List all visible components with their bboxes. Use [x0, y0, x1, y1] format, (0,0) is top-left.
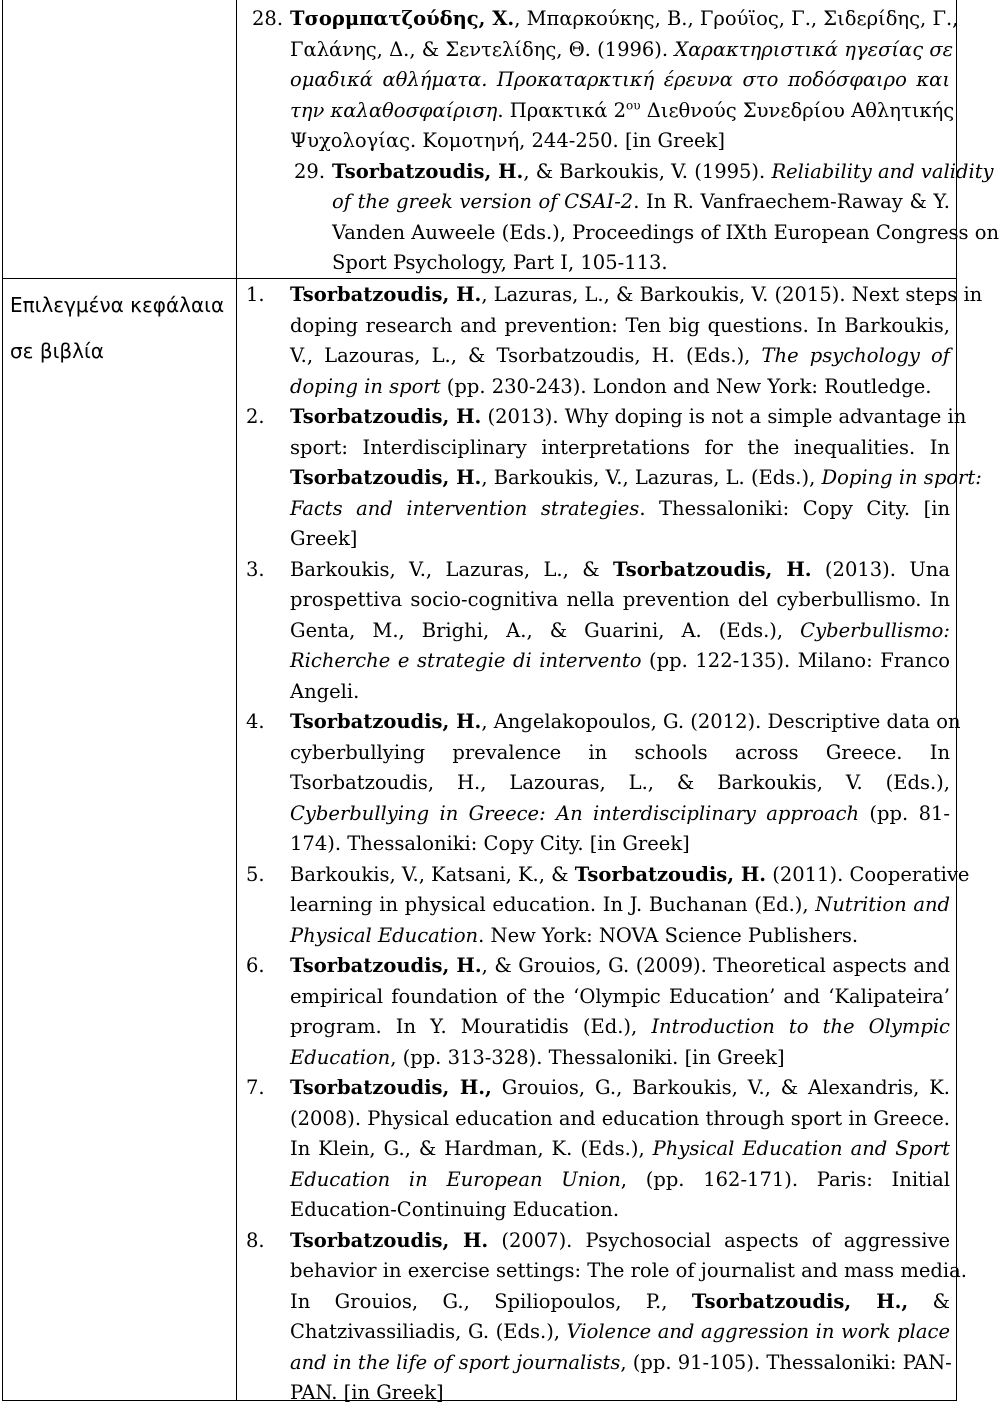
reference-line — [290, 1043, 950, 1074]
reference-segment: ομαδικά αθλήματα. Προκαταρκτική έρευνα στο ποδόσφαιρο και — [290, 68, 950, 91]
reference-number: 3. — [246, 557, 265, 581]
reference-segment: In Grouios, G., Spiliopoulos, P., — [290, 1289, 692, 1313]
reference-segment: prospettiva socio-cognitiva nella prevention del cyberbullismo. In — [290, 588, 950, 611]
reference-segment: Τσορμπατζούδης, Χ. — [290, 7, 515, 30]
reference-segment: Χαρακτηριστικά ηγεσίας σε — [674, 37, 954, 61]
reference-text — [290, 860, 970, 952]
reference-segment: The psychology of — [761, 344, 950, 367]
reference-segment: Facts and intervention strategies — [290, 496, 640, 520]
reference-line — [290, 677, 950, 708]
reference-line — [290, 280, 983, 311]
reference-segment: , Μπαρκούκης, Β., Γρούϊος, Γ., Σιδερίδης, Γ., — [514, 7, 959, 30]
reference-segment: cyberbullying prevalence in schools across Greece. In — [290, 740, 950, 764]
reference-segment: Tsorbatzoudis, H. — [332, 159, 524, 183]
reference-number: 1. — [246, 283, 265, 306]
reference-segment: Angeli. — [290, 679, 360, 703]
reference-segment: In Klein, G., & Hardman, K. (Eds.), — [290, 1137, 653, 1160]
reference-segment: , (pp. 313-328). Thessaloniki. [in Greek] — [390, 1045, 785, 1069]
reference-segment: Introduction to the Olympic — [651, 1015, 950, 1038]
reference-number: 28. — [252, 7, 284, 30]
reference-line — [290, 4, 959, 35]
reference-line — [290, 494, 950, 525]
reference-number: 7. — [246, 1076, 265, 1099]
reference-line — [290, 1195, 950, 1226]
reference-segment: Barkoukis, V., Katsani, K., & — [290, 862, 575, 886]
reference-line — [290, 1287, 950, 1318]
section-label-line: Επιλεγμένα κεφάλαια — [10, 293, 225, 317]
reference-segment: sport: Interdisciplinary interpretations for the inequalities. In — [290, 435, 950, 459]
reference-line — [290, 402, 967, 433]
column-divider — [236, 0, 237, 1401]
reference-line — [290, 1104, 950, 1135]
reference-segment: Chatzivassiliadis, G. (Eds.), — [290, 1320, 567, 1343]
reference-line — [290, 555, 950, 586]
reference-text — [290, 555, 950, 708]
reference-number: 6. — [246, 954, 265, 977]
reference-segment: Tsorbatzoudis, H. — [290, 710, 482, 733]
reference-segment: Tsorbatzoudis, H., — [290, 1076, 492, 1099]
reference-segment: (pp. 81- — [859, 801, 950, 825]
reference-line — [290, 707, 961, 738]
reference-segment: Education in European Union — [290, 1167, 621, 1191]
reference-text — [290, 951, 950, 1073]
reference-line — [290, 372, 950, 403]
reference-line — [290, 829, 950, 860]
reference-text — [290, 707, 961, 860]
reference-line — [290, 1226, 950, 1257]
reference-segment: Physical Education and Sport — [652, 1137, 951, 1160]
reference-segment: Tsorbatzoudis, H. — [574, 862, 767, 886]
reference-line — [290, 1012, 950, 1043]
reference-segment: Tsorbatzoudis, H. — [290, 405, 482, 428]
reference-line — [290, 463, 982, 494]
reference-segment: , Angelakopoulos, G. (2012). Descriptive data on — [481, 710, 961, 733]
reference-text — [290, 1226, 967, 1409]
reference-segment: Education-Continuing Education. — [290, 1198, 620, 1221]
reference-line — [290, 921, 950, 952]
reference-segment: Tsorbatzoudis, H. — [290, 1228, 489, 1252]
reference-text — [290, 4, 959, 157]
reference-line — [290, 799, 950, 830]
reference-segment: Sport Psychology, Part I, 105-113. — [332, 251, 668, 274]
reference-segment: Tsorbatzoudis, H. — [290, 466, 482, 489]
reference-line — [290, 860, 970, 891]
reference-segment: , (pp. 162-171). Paris: Initial — [620, 1167, 950, 1191]
reference-line — [290, 524, 950, 555]
reference-text — [290, 280, 983, 402]
reference-segment: Grouios, G., Barkoukis, V., & Alexandris, K. — [491, 1076, 950, 1099]
reference-line — [290, 1073, 950, 1104]
reference-line — [290, 1378, 950, 1409]
reference-line — [332, 248, 950, 279]
reference-segment: (2013). Why doping is not a simple advantage in — [481, 405, 967, 428]
reference-segment: doping research and prevention: Ten big questions. In Barkoukis, — [290, 313, 950, 337]
reference-line — [332, 187, 950, 218]
reference-segment: Nutrition and — [815, 893, 950, 916]
reference-segment: Ψυχολογίας. Κομοτηνή, 244-250. [in Greek] — [290, 129, 725, 152]
reference-line — [290, 433, 950, 464]
reference-segment: (2008). Physical education and education through sport in Greece. — [290, 1106, 950, 1130]
reference-segment: Cyberbullying in Greece: An interdisciplinary approach — [290, 801, 860, 825]
reference-segment: , & Barkoukis, V. (1995). — [523, 159, 772, 183]
reference-segment: Διεθνούς Συνεδρίου Αθλητικής — [640, 98, 955, 122]
reference-segment: V., Lazouras, L., & Tsorbatzoudis, H. (Eds.), — [290, 344, 762, 367]
reference-segment: Tsorbatzoudis, H. — [613, 557, 812, 581]
reference-segment: Violence and aggression in work place — [566, 1320, 950, 1343]
reference-segment: behavior in exercise settings: The role of journalist and mass media. — [290, 1259, 967, 1282]
reference-segment: . New York: NOVA Science Publishers. — [478, 923, 859, 947]
reference-segment: ου — [626, 98, 641, 112]
reference-line — [332, 157, 994, 188]
reference-line — [290, 890, 950, 921]
reference-text — [290, 1073, 950, 1226]
section-label-line: σε βιβλία — [10, 339, 104, 363]
reference-segment: (2011). Cooperative — [766, 862, 970, 886]
reference-segment: . Thessaloniki: Copy City. [in — [639, 496, 950, 520]
reference-segment: Richerche e strategie di intervento — [290, 649, 642, 672]
reference-line — [290, 1317, 950, 1348]
reference-segment: Greek] — [290, 527, 358, 550]
reference-line — [290, 65, 950, 96]
reference-line — [290, 96, 955, 127]
reference-segment: Education — [290, 1045, 391, 1069]
reference-segment: , Lazuras, L., & Barkoukis, V. (2015). Next steps in — [481, 283, 983, 306]
reference-text — [290, 402, 982, 555]
reference-line — [290, 616, 950, 647]
reference-segment: & — [908, 1289, 951, 1313]
reference-segment: (2013). Una — [811, 557, 950, 581]
reference-segment: Γαλάνης, Δ., & Σεντελίδης, Θ. (1996). — [290, 37, 675, 61]
reference-line — [290, 1165, 950, 1196]
reference-line — [290, 738, 950, 769]
reference-segment: Tsorbatzoudis, H. — [290, 283, 482, 306]
reference-number: 4. — [246, 710, 265, 733]
reference-segment: Physical Education — [290, 923, 479, 947]
reference-segment: , Barkoukis, V., Lazuras, L. (Eds.), — [481, 466, 822, 489]
reference-line — [290, 1348, 950, 1379]
reference-segment: Vanden Auweele (Eds.), Proceedings of IXth European Congress on — [332, 220, 999, 244]
reference-segment: Tsorbatzoudis, H. — [290, 954, 482, 977]
reference-number: 8. — [246, 1228, 265, 1252]
reference-line — [290, 311, 950, 342]
reference-segment: 174). Thessaloniki: Copy City. [in Greek] — [290, 832, 690, 855]
reference-segment: Reliability and validity — [771, 159, 994, 183]
reference-number: 29. — [294, 159, 326, 183]
reference-line — [290, 126, 950, 157]
reference-segment: learning in physical education. In J. Buchanan (Ed.), — [290, 893, 816, 916]
reference-line — [290, 1256, 967, 1287]
reference-segment: of the greek version of CSAI-2 — [332, 190, 634, 213]
reference-line — [290, 1134, 950, 1165]
reference-segment: (pp. 122-135). Milano: Franco — [641, 649, 950, 672]
reference-segment: and in the life of sport journalists — [290, 1350, 621, 1374]
reference-segment: doping in sport — [290, 374, 441, 398]
reference-segment: Cyberbullismo: — [800, 618, 950, 642]
reference-segment: PAN. [in Greek] — [290, 1381, 444, 1404]
reference-line — [290, 768, 950, 799]
reference-segment: την καλαθοσφαίριση — [290, 98, 498, 122]
reference-segment: . In R. Vanfraechem-Raway & Y. — [633, 190, 950, 213]
reference-segment: (2007). Psychosocial aspects of aggressive — [488, 1228, 951, 1252]
reference-number: 5. — [246, 862, 265, 886]
reference-line — [290, 951, 950, 982]
reference-segment: Genta, M., Brighi, A., & Guarini, A. (Eds.), — [290, 618, 801, 642]
reference-text — [332, 157, 999, 279]
reference-line — [290, 585, 950, 616]
reference-segment: Doping in sport: — [821, 466, 982, 489]
section-label — [10, 282, 232, 374]
reference-segment: . Πρακτικά 2 — [497, 98, 626, 122]
reference-line — [290, 982, 950, 1013]
reference-segment: Barkoukis, V., Lazuras, L., & — [290, 557, 613, 581]
reference-segment: (pp. 230-243). London and New York: Routledge. — [440, 374, 932, 398]
reference-segment: empirical foundation of the ‘Olympic Education’ and ‘Kalipateira’ — [290, 984, 950, 1008]
reference-segment: , & Grouios, G. (2009). Theoretical aspects and — [481, 954, 950, 977]
reference-segment: Tsorbatzoudis, H., Lazouras, L., & Barkoukis, V. (Eds.), — [290, 771, 950, 794]
reference-segment: program. In Y. Mouratidis (Ed.), — [290, 1015, 652, 1038]
reference-line — [290, 646, 950, 677]
reference-segment: , (pp. 91-105). Thessaloniki: PAN- — [620, 1350, 952, 1374]
reference-segment: Tsorbatzoudis, H., — [691, 1289, 909, 1313]
reference-line — [332, 218, 999, 249]
reference-line — [290, 35, 954, 66]
reference-line — [290, 341, 950, 372]
reference-number: 2. — [246, 405, 265, 428]
